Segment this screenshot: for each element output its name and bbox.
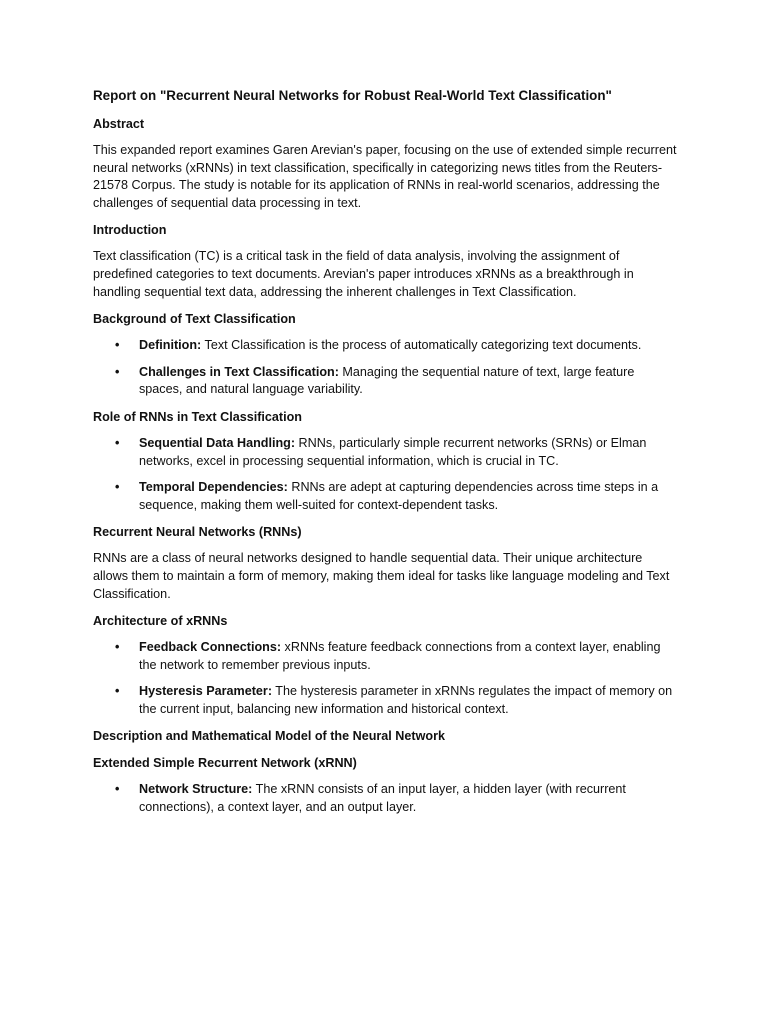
role-list: [93, 435, 678, 514]
role-heading: Role of RNNs in Text Classification: [93, 409, 302, 424]
xrnn-list: [93, 781, 678, 816]
list-item-text: Managing the sequential nature of text, large feature spaces, and natural language variability.: [139, 364, 635, 397]
list-item-term: Challenges in Text Classification:: [139, 364, 339, 379]
list-item: [93, 364, 678, 399]
list-item-text: xRNNs feature feedback connections from a context layer, enabling the network to remember previous inputs.: [139, 640, 661, 672]
abstract-paragraph: This expanded report examines Garen Arevian's paper, focusing on the use of extended simple recurrent neural networks (xRNNs) in text classification, specifically in categorizing news titles from the Reuters-21578 Corpus. The study is notable for its application of RNNs in real-world scenarios, addressing the challenges of sequential data processing in text.: [93, 143, 677, 210]
bullet-icon: •: [115, 338, 120, 353]
bullet-icon: •: [115, 782, 120, 797]
bullet-icon: •: [115, 364, 120, 379]
list-item-text: RNNs are adept at capturing dependencies across time steps in a sequence, making them well-suited for context-dependent tasks.: [139, 480, 659, 512]
list-item: [93, 781, 678, 816]
document-title: Report on "Recurrent Neural Networks for Robust Real-World Text Classification": [93, 88, 612, 103]
list-item-term: Feedback Connections:: [139, 640, 282, 655]
list-item-term: Hysteresis Parameter:: [139, 684, 273, 699]
architecture-list: [93, 639, 678, 718]
list-item-term: Sequential Data Handling:: [139, 435, 296, 450]
abstract-heading: Abstract: [93, 117, 145, 131]
introduction-heading: Introduction: [93, 223, 167, 238]
list-item-text: The xRNN consists of an input layer, a hidden layer (with recurrent connections), a context layer, and an output layer.: [139, 782, 626, 815]
list-item-text: RNNs, particularly simple recurrent networks (SRNs) or Elman networks, excel in processing sequential information, which is crucial in TC.: [139, 435, 647, 468]
list-item-text: Text Classification is the process of automatically categorizing text documents.: [201, 338, 642, 353]
list-item-text: The hysteresis parameter in xRNNs regulates the impact of memory on the current input, balancing new information and historical context.: [139, 684, 673, 716]
list-item-term: Temporal Dependencies:: [139, 480, 288, 495]
background-list: [93, 337, 678, 399]
bullet-icon: •: [115, 684, 120, 699]
rnns-paragraph: RNNs are a class of neural networks designed to handle sequential data. Their unique architecture allows them to maintain a form of memory, making them ideal for tasks like language modeling and Text Classification.: [93, 551, 670, 601]
list-item: [93, 683, 678, 718]
list-item-term: Network Structure:: [139, 782, 253, 797]
rnns-heading: Recurrent Neural Networks (RNNs): [93, 525, 302, 540]
bullet-icon: •: [115, 640, 120, 655]
list-item: [93, 479, 678, 514]
list-item: [93, 435, 678, 470]
introduction-paragraph: Text classification (TC) is a critical task in the field of data analysis, involving the assignment of predefined categories to text documents. Arevian's paper introduces xRNNs as a breakthrough in handling sequential text data, addressing the inherent challenges in Text Classification.: [93, 249, 634, 299]
architecture-heading: Architecture of xRNNs: [93, 614, 228, 629]
bullet-icon: •: [115, 435, 120, 450]
list-item: [93, 337, 678, 355]
xrnn-heading: Extended Simple Recurrent Network (xRNN): [93, 756, 357, 771]
document-page: [93, 86, 678, 826]
list-item: [93, 639, 678, 674]
bullet-icon: •: [115, 480, 120, 495]
list-item-term: Definition:: [139, 338, 202, 353]
background-heading: Background of Text Classification: [93, 312, 296, 327]
model-heading: Description and Mathematical Model of the Neural Network: [93, 729, 445, 744]
